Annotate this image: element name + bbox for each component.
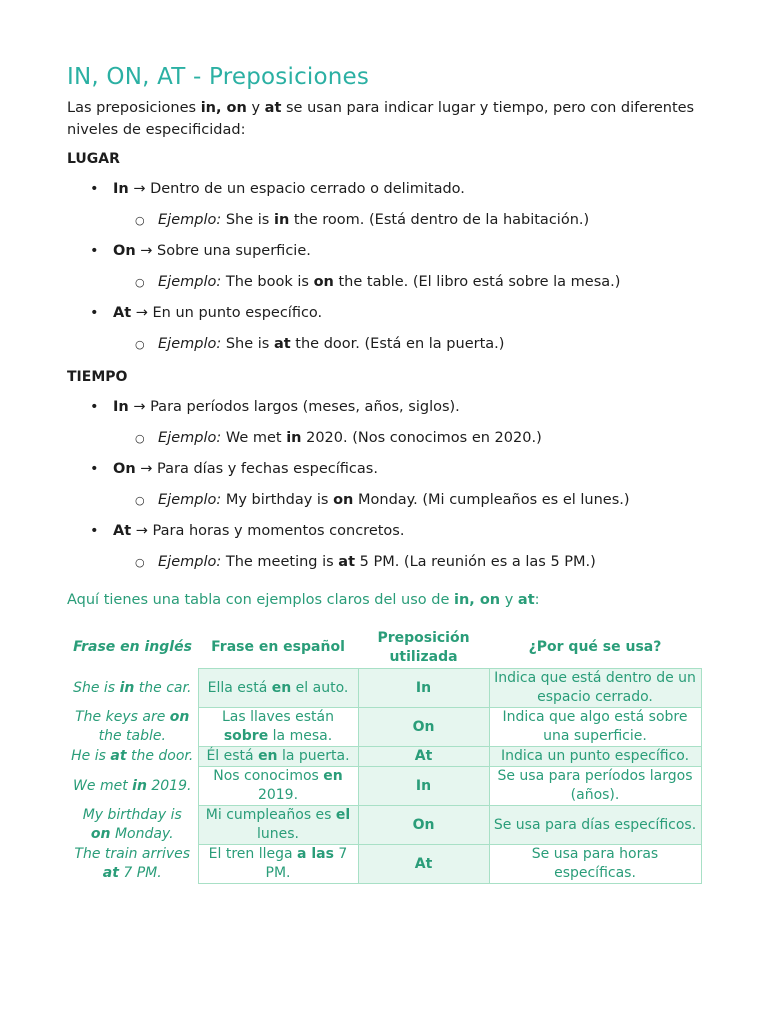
item-description: → Sobre una superficie. — [135, 243, 311, 259]
cell-english: She is in the car. — [67, 669, 198, 708]
table-row — [67, 747, 701, 767]
bullet-icon: • — [90, 181, 99, 197]
list-item — [90, 461, 378, 477]
cell-spanish: Nos conocimos en 2019. — [198, 767, 358, 806]
cell-english: My birthday is on Monday. — [67, 806, 198, 845]
example-text: 5 PM. (La reunión es a las 5 PM.) — [355, 554, 596, 570]
bullet-icon: • — [90, 461, 99, 477]
example-text: The book is — [221, 274, 314, 290]
item-preposition: At — [113, 305, 132, 321]
bullet-icon: • — [90, 243, 99, 259]
cell-why: Indica que está dentro de un espacio cerrado. — [489, 669, 701, 708]
list-item — [90, 523, 404, 539]
example-text: She is — [221, 336, 274, 352]
circle-bullet-icon: ○ — [135, 556, 145, 569]
item-preposition: On — [113, 243, 136, 259]
page-title: IN, ON, AT - Preposiciones — [67, 64, 370, 90]
example-item — [135, 336, 504, 352]
example-label: Ejemplo: — [158, 492, 222, 508]
cell-preposition: In — [358, 767, 489, 806]
table-row — [67, 708, 701, 747]
table-intro-bold-in-on: in, on — [453, 592, 501, 608]
example-text: Monday. (Mi cumpleaños es el lunes.) — [353, 492, 630, 508]
table-intro-text: y — [500, 592, 518, 608]
example-bold: on — [313, 274, 334, 290]
list-item — [90, 181, 465, 197]
example-label: Ejemplo: — [158, 554, 222, 570]
example-bold: at — [273, 336, 291, 352]
cell-preposition: In — [358, 669, 489, 708]
list-item — [90, 399, 460, 415]
example-label: Ejemplo: — [158, 430, 222, 446]
table-intro-text: Aquí tienes una tabla con ejemplos claros del uso de — [67, 592, 454, 608]
intro-bold-in-on: in, on — [200, 100, 247, 116]
cell-why: Indica un punto específico. — [489, 747, 701, 767]
cell-english: The train arrives at 7 PM. — [67, 845, 198, 884]
example-bold: at — [338, 554, 356, 570]
cell-why: Se usa para períodos largos (años). — [489, 767, 701, 806]
section-heading-lugar: LUGAR — [67, 151, 120, 167]
example-bold: on — [333, 492, 354, 508]
table-row — [67, 767, 701, 806]
example-text: My birthday is — [221, 492, 334, 508]
cell-preposition: On — [358, 806, 489, 845]
table-intro — [67, 592, 540, 608]
cell-preposition: On — [358, 708, 489, 747]
example-text: the door. (Está en la puerta.) — [290, 336, 505, 352]
circle-bullet-icon: ○ — [135, 338, 145, 351]
example-text: the room. (Está dentro de la habitación.) — [289, 212, 590, 228]
example-item — [135, 212, 589, 228]
example-item — [135, 430, 542, 446]
example-text: She is — [221, 212, 274, 228]
cell-why: Se usa para horas específicas. — [489, 845, 701, 884]
intro-text: Las preposiciones — [67, 100, 201, 116]
example-bold: in — [273, 212, 290, 228]
table-row — [67, 845, 701, 884]
table-intro-text: : — [534, 592, 540, 608]
cell-preposition: At — [358, 747, 489, 767]
example-item — [135, 492, 630, 508]
example-item — [135, 274, 620, 290]
item-description: → En un punto específico. — [131, 305, 323, 321]
example-text: 2020. (Nos conocimos en 2020.) — [301, 430, 542, 446]
circle-bullet-icon: ○ — [135, 432, 145, 445]
column-header-spanish: Frase en español — [211, 639, 345, 655]
cell-spanish: El tren llega a las 7 PM. — [198, 845, 358, 884]
intro-paragraph — [67, 97, 707, 141]
cell-english: The keys are on the table. — [67, 708, 198, 747]
table-row — [67, 669, 701, 708]
cell-spanish: Él está en la puerta. — [198, 747, 358, 767]
cell-spanish: Ella está en el auto. — [198, 669, 358, 708]
bullet-icon: • — [90, 305, 99, 321]
cell-spanish: Mi cumpleaños es el lunes. — [198, 806, 358, 845]
section-heading-tiempo: TIEMPO — [67, 369, 128, 385]
item-description: → Dentro de un espacio cerrado o delimitado. — [128, 181, 465, 197]
cell-why: Indica que algo está sobre una superficie. — [489, 708, 701, 747]
circle-bullet-icon: ○ — [135, 276, 145, 289]
example-bold: in — [286, 430, 302, 446]
intro-text: se usan para indicar lugar y tiempo, pero con diferentes niveles de especificidad: — [67, 100, 695, 138]
cell-why: Se usa para días específicos. — [489, 806, 701, 845]
column-header-english: Frase en inglés — [73, 639, 192, 656]
list-item — [90, 243, 311, 259]
circle-bullet-icon: ○ — [135, 494, 145, 507]
item-preposition: In — [113, 399, 129, 415]
item-preposition: In — [113, 181, 129, 197]
example-label: Ejemplo: — [158, 274, 222, 290]
cell-english: We met in 2019. — [67, 767, 198, 806]
example-text: the table. (El libro está sobre la mesa.) — [333, 274, 621, 290]
example-label: Ejemplo: — [158, 212, 222, 228]
cell-preposition: At — [358, 845, 489, 884]
column-header-why: ¿Por qué se usa? — [528, 639, 662, 655]
example-text: The meeting is — [221, 554, 339, 570]
table-row — [67, 806, 701, 845]
example-label: Ejemplo: — [158, 336, 222, 352]
prepositions-table — [67, 627, 702, 884]
item-description: → Para períodos largos (meses, años, siglos). — [128, 399, 460, 415]
list-item — [90, 305, 322, 321]
cell-english: He is at the door. — [67, 747, 198, 767]
circle-bullet-icon: ○ — [135, 214, 145, 227]
table-intro-bold-at: at — [517, 592, 535, 608]
item-preposition: At — [113, 523, 132, 539]
bullet-icon: • — [90, 399, 99, 415]
cell-spanish: Las llaves están sobre la mesa. — [198, 708, 358, 747]
example-text: We met — [221, 430, 287, 446]
item-preposition: On — [113, 461, 136, 477]
table-header-row — [67, 627, 701, 669]
intro-bold-at: at — [264, 100, 282, 116]
item-description: → Para días y fechas específicas. — [135, 461, 378, 477]
intro-text: y — [246, 100, 265, 116]
column-header-preposition: Preposición utilizada — [377, 629, 470, 665]
example-item — [135, 554, 596, 570]
bullet-icon: • — [90, 523, 99, 539]
item-description: → Para horas y momentos concretos. — [131, 523, 405, 539]
